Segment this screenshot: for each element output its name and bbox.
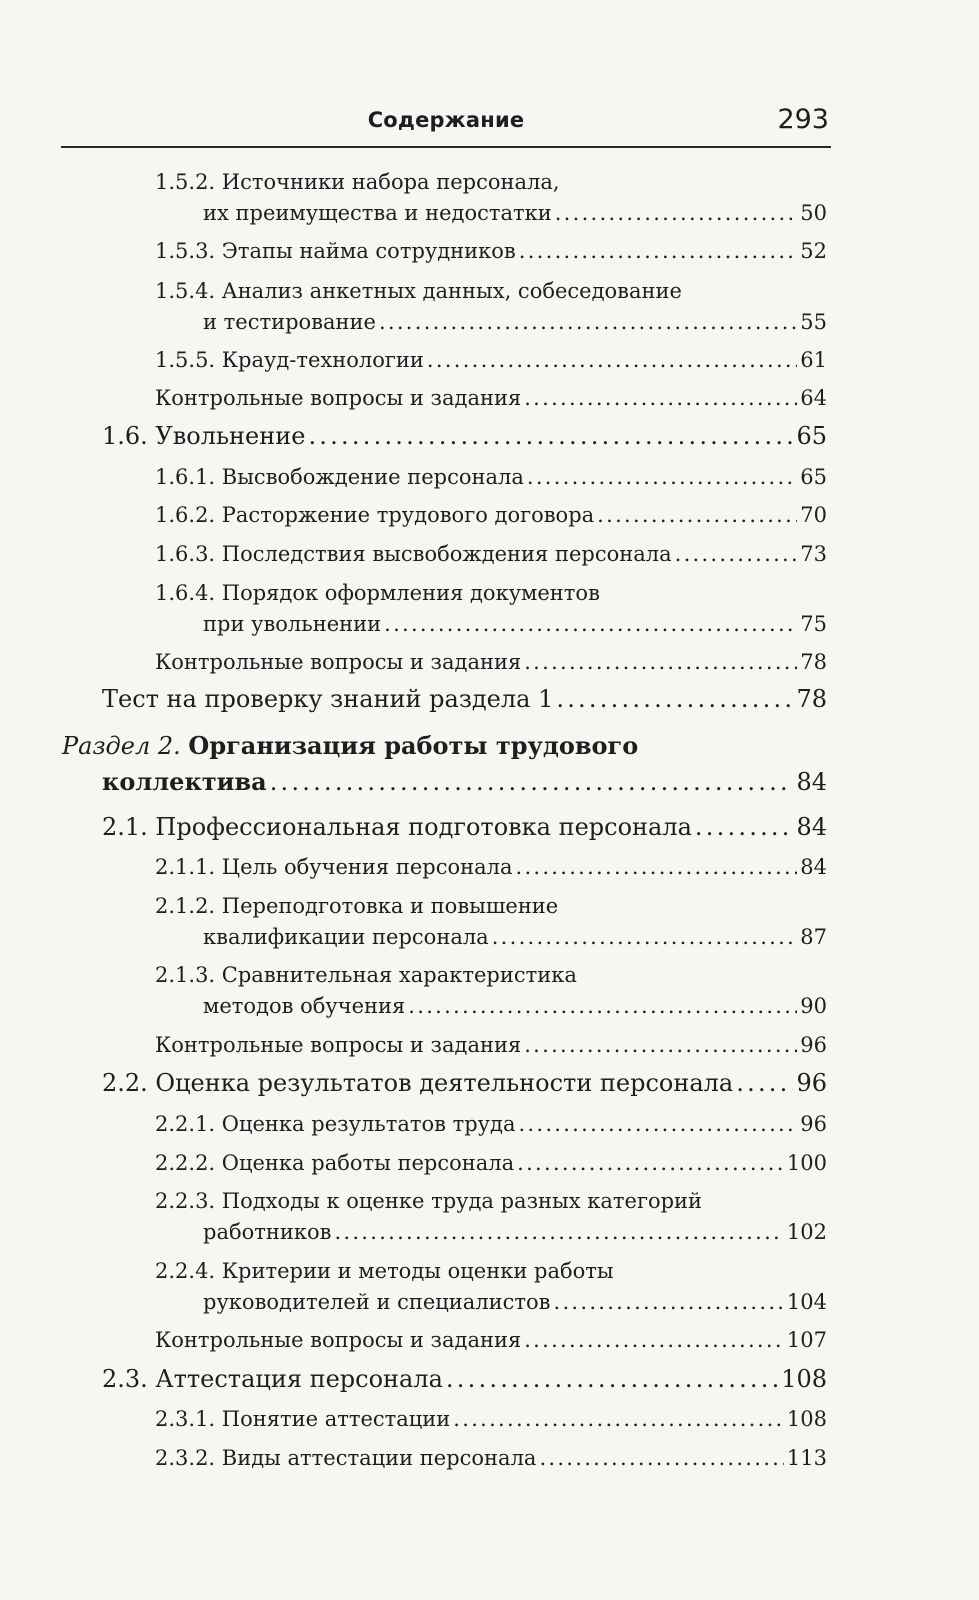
toc-entry-level-3 — [155, 1256, 827, 1318]
toc-entry-level-3 — [155, 891, 827, 953]
toc-entry-level-2 — [102, 421, 827, 452]
toc-entry-title: Контрольные вопросы и задания — [155, 650, 522, 674]
dot-leader — [308, 421, 793, 452]
dot-leader — [384, 609, 797, 640]
toc-page-number: 104 — [786, 1290, 827, 1314]
section-prefix: Раздел 2. — [62, 732, 189, 760]
toc-page-number: 78 — [796, 685, 827, 713]
dot-leader — [555, 198, 798, 229]
dot-leader — [334, 1217, 783, 1248]
dot-leader — [518, 1109, 797, 1140]
toc-entry-level-3 — [155, 960, 827, 1022]
dot-leader — [516, 852, 798, 883]
toc-page-number: 108 — [781, 1365, 827, 1393]
toc-entry-title: при увольнении — [203, 612, 382, 636]
toc-page-number: 87 — [800, 925, 827, 949]
toc-page-number: 73 — [800, 542, 827, 566]
toc-entry-title: 1.6.4. Порядок оформления документов — [155, 581, 600, 605]
toc-entry-title: 1.6.2. Расторжение трудового договора — [155, 503, 595, 527]
toc-entry-level-2 — [102, 1068, 827, 1099]
dot-leader — [453, 1404, 784, 1435]
toc-page-number: 102 — [786, 1220, 827, 1244]
dot-leader — [524, 647, 797, 678]
toc-entry-level-3 — [155, 1404, 827, 1435]
toc-entry-title: 1.6.3. Последствия высвобождения персонала — [155, 542, 672, 566]
dot-leader — [539, 1443, 783, 1474]
toc-entry-title: 2.1.3. Сравнительная характеристика — [155, 963, 577, 987]
toc-page-number: 65 — [800, 465, 827, 489]
toc-entry-title: коллектива — [102, 767, 267, 796]
toc-entry-title: Тест на проверку знаний раздела 1 — [102, 685, 554, 713]
toc-entry-title: методов обучения — [203, 994, 406, 1018]
dot-leader — [446, 1364, 778, 1395]
toc-entry-title: 2.1.2. Переподготовка и повышение — [155, 894, 559, 918]
toc-entry-level-3 — [155, 345, 827, 376]
toc-entry-title: Контрольные вопросы и задания — [155, 1328, 522, 1352]
toc-entry-level-2 — [102, 684, 827, 715]
toc-entry-title: 1.5.3. Этапы найма сотрудников — [155, 239, 516, 263]
dot-leader — [736, 1068, 793, 1099]
toc-entry-title: 2.2. Оценка результатов деятельности персонала — [102, 1069, 734, 1097]
toc-entry-title: Контрольные вопросы и задания — [155, 386, 522, 410]
toc-entry-level-3 — [155, 383, 827, 414]
toc-entry-title: 1.6.1. Высвобождение персонала — [155, 465, 524, 489]
toc-entry-level-3 — [155, 1109, 827, 1140]
dot-leader — [517, 1148, 784, 1179]
toc-entry-title: 2.3.1. Понятие аттестации — [155, 1407, 451, 1431]
toc-entry-title: и тестирование — [203, 310, 376, 334]
toc-page-number: 96 — [796, 1069, 827, 1097]
toc-entry-title: 2.1. Профессиональная подготовка персонала — [102, 813, 692, 841]
toc-entry-level-3 — [155, 647, 827, 678]
toc-entry-title: руководителей и специалистов — [203, 1290, 551, 1314]
toc-page-number: 55 — [800, 310, 827, 334]
toc-entry-level-3 — [155, 236, 827, 267]
toc-entry-level-3 — [155, 578, 827, 640]
toc-entry-level-1 — [62, 728, 827, 800]
dot-leader — [519, 236, 798, 267]
toc-entry-title: 2.1.1. Цель обучения персонала — [155, 855, 513, 879]
toc-page-number: 52 — [800, 239, 827, 263]
toc-page-number: 50 — [800, 201, 827, 225]
toc-entry-level-3 — [155, 539, 827, 570]
dot-leader — [492, 922, 798, 953]
dot-leader — [695, 812, 794, 843]
toc-entry-level-2 — [102, 1364, 827, 1395]
page-number: 293 — [777, 104, 829, 135]
toc-entry-title: Организация работы трудового — [188, 731, 639, 760]
dot-leader — [408, 991, 797, 1022]
toc-entry-level-3 — [155, 1030, 827, 1061]
toc-page-number: 108 — [786, 1407, 827, 1431]
toc-page-number: 65 — [796, 422, 827, 450]
toc-entry-title: 2.2.4. Критерии и методы оценки работы — [155, 1259, 614, 1283]
toc-entry-level-3 — [155, 500, 827, 531]
toc-entry-level-3 — [155, 276, 827, 338]
dot-leader — [524, 383, 797, 414]
dot-leader — [597, 500, 797, 531]
toc-page-number: 113 — [786, 1446, 827, 1470]
toc-entry-title: работников — [203, 1220, 332, 1244]
toc-entry-title: 2.3. Аттестация персонала — [102, 1365, 443, 1393]
toc-page-number: 107 — [786, 1328, 827, 1352]
toc-entry-title: 1.5.4. Анализ анкетных данных, собеседование — [155, 279, 682, 303]
toc-entry-title: их преимущества и недостатки — [203, 201, 552, 225]
toc-entry-title: 2.2.3. Подходы к оценке труда разных категорий — [155, 1189, 703, 1213]
toc-entry-title: квалификации персонала — [203, 925, 489, 949]
toc-entry-level-3 — [155, 167, 827, 229]
dot-leader — [379, 307, 797, 338]
toc-page-number: 84 — [796, 768, 827, 796]
running-header-title: Содержание — [367, 108, 525, 132]
dot-leader — [527, 462, 797, 493]
toc-page-number: 84 — [800, 855, 827, 879]
toc-page-number: 96 — [800, 1112, 827, 1136]
toc-entry-title: Контрольные вопросы и задания — [155, 1033, 522, 1057]
toc-page-number: 90 — [800, 994, 827, 1018]
toc-entry-level-3 — [155, 1186, 827, 1248]
toc-entry-level-3 — [155, 1443, 827, 1474]
toc-page-number: 78 — [800, 650, 827, 674]
dot-leader — [524, 1325, 784, 1356]
toc-page-number: 84 — [796, 813, 827, 841]
toc-entry-title: 2.2.2. Оценка работы персонала — [155, 1151, 515, 1175]
dot-leader — [427, 345, 797, 376]
toc-entry-title: 2.2.1. Оценка результатов труда — [155, 1112, 516, 1136]
toc-entry-title: 2.3.2. Виды аттестации персонала — [155, 1446, 537, 1470]
dot-leader — [675, 539, 798, 570]
toc-page-number: 75 — [800, 612, 827, 636]
toc-page-number: 61 — [800, 348, 827, 372]
toc-page-number: 70 — [800, 503, 827, 527]
toc-page-number: 96 — [800, 1033, 827, 1057]
toc-entry-title: 1.5.2. Источники набора персонала, — [155, 170, 560, 194]
toc-entry-level-3 — [155, 1148, 827, 1179]
toc-entry-level-2 — [102, 812, 827, 843]
dot-leader — [554, 1287, 784, 1318]
toc-entry-level-3 — [155, 462, 827, 493]
toc-entry-title: 1.5.5. Крауд-технологии — [155, 348, 424, 372]
dot-leader — [270, 764, 794, 800]
toc-entry-level-3 — [155, 1325, 827, 1356]
toc-page-number: 100 — [786, 1151, 827, 1175]
running-header — [61, 106, 831, 148]
dot-leader — [524, 1030, 797, 1061]
toc-page-number: 64 — [800, 386, 827, 410]
toc-entry-title: 1.6. Увольнение — [102, 422, 306, 450]
dot-leader — [556, 684, 793, 715]
toc-entry-level-3 — [155, 852, 827, 883]
